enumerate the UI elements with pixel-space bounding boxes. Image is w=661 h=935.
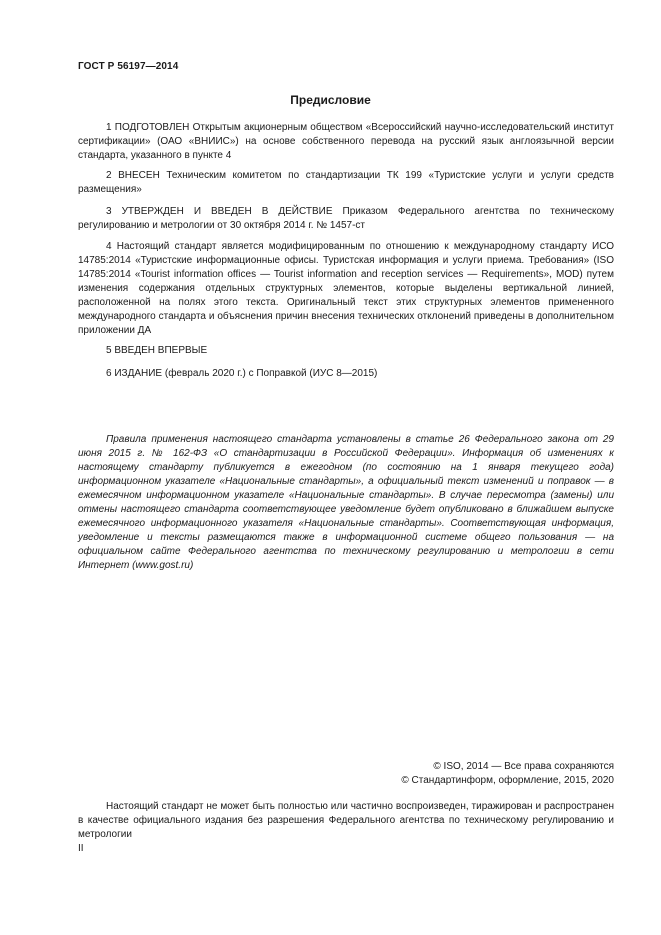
paragraph-3: 3 УТВЕРЖДЕН И ВВЕДЕН В ДЕЙСТВИЕ Приказом Федерального агентства по техническому регулированию и метрологии от 30 октября 2014 г. № 1457-ст [78, 206, 614, 231]
paragraph-1: 1 ПОДГОТОВЛЕН Открытым акционерным обществом «Всероссийский научно-исследовательский институт сертификации» (ОАО «ВНИИС») на основе собственного перевода на русский язык англоязычной версии стандарта, указанного в пункте 4 [78, 122, 614, 161]
paragraph-5: 5 ВВЕДЕН ВПЕРВЫЕ [106, 345, 208, 356]
rules-notice: Правила применения настоящего стандарта установлены в статье 26 Федерального закона от 29 июня 2015 г. № 162-ФЗ «О стандартизации в Российской Федерации». Информация об изменениях к настоящему стандарту публикуется в ежегодном (по состоянию на 1 января текущего года) информационном указателе «Национальные стандарты», а официальный текст изменений и поправок — в ежемесячном информационном указателе «Национальные стандарты». В случае пересмотра (замены) или отмены настоящего стандарта соответствующее уведомление будет опубликовано в ближайшем выпуске ежемесячного информационного указателя «Национальные стандарты». Соответствующая информация, уведомление и тексты размещаются также в информационной системе общего пользования — на официальном сайте Федерального агентства по техническому регулированию и метрологии в сети Интернет (www.gost.ru) [78, 434, 614, 571]
page-title: Предисловие [290, 93, 371, 107]
document-code: ГОСТ Р 56197—2014 [78, 61, 179, 72]
paragraph-4: 4 Настоящий стандарт является модифицированным по отношению к международному стандарту ИСО 14785:2014 «Туристские информационные офисы. Туристская информация и услуги приема. Требования» (ISO 14785:2014 «Tourist information offices — Tourist information and reception services — Requirements», MOD) путем изменения содержания отдельных структурных элементов, которые выделены вертикальной линией, расположенной на полях этого текста. Оригинальный текст этих структурных элементов примененного международного стандарта и объяснения причин внесения технических отклонений приведены в дополнительном приложении ДА [78, 241, 614, 336]
paragraph-6: 6 ИЗДАНИЕ (февраль 2020 г.) с Поправкой (ИУС 8—2015) [106, 368, 378, 379]
paragraph-2: 2 ВНЕСЕН Техническим комитетом по стандартизации ТК 199 «Туристские услуги и услуги средств размещения» [78, 170, 614, 195]
reproduction-notice: Настоящий стандарт не может быть полностью или частично воспроизведен, тиражирован и распространен в качестве официального издания без разрешения Федерального агентства по техническому регулированию и метрологии [78, 801, 614, 840]
copyright-standartinform: © Стандартинформ, оформление, 2015, 2020 [401, 775, 614, 786]
copyright-iso: © ISO, 2014 — Все права сохраняются [433, 761, 614, 772]
page-number: II [78, 843, 84, 854]
